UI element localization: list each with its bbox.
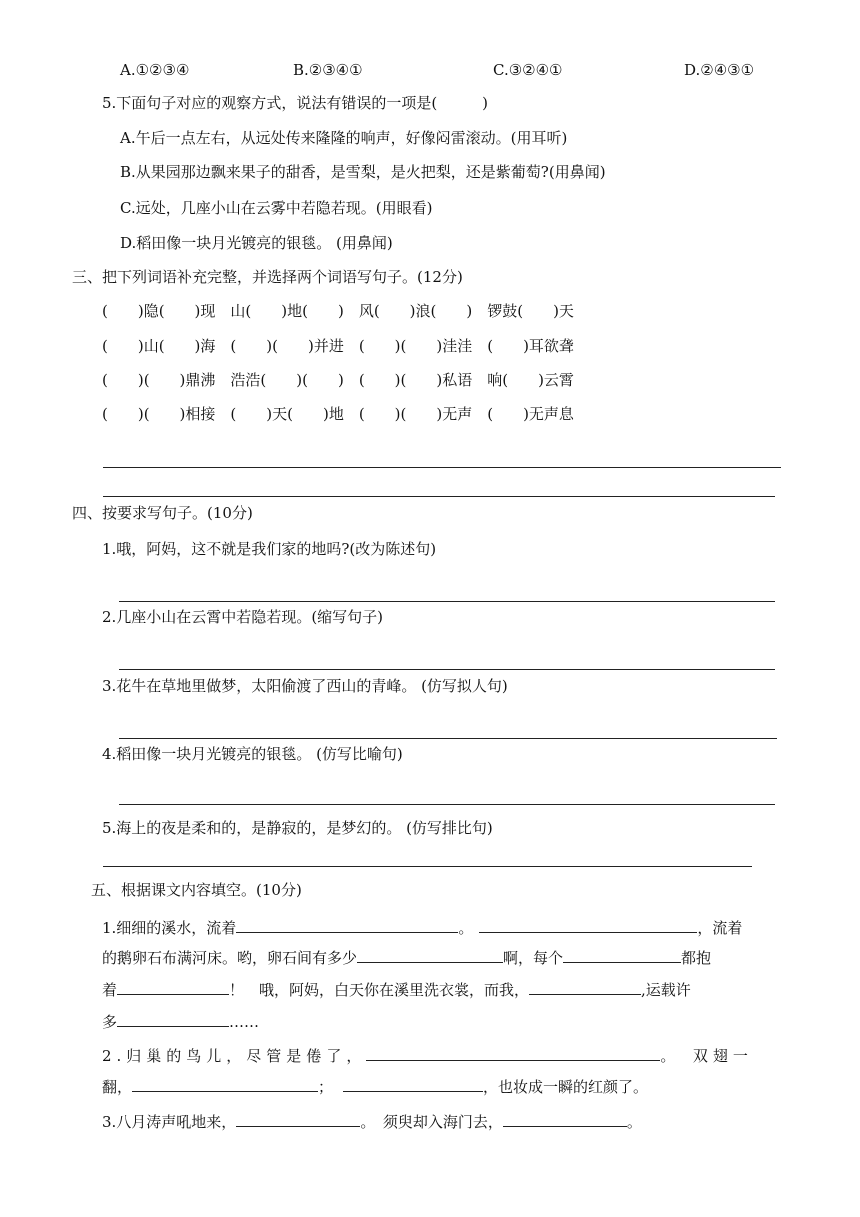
answer-line[interactable]: [119, 601, 775, 602]
section-5-heading: 五、根据课文内容填空。(10分): [91, 881, 302, 899]
fill-item-1-line-4: 多 ……: [102, 1010, 259, 1032]
option-d: D.②④③①: [684, 61, 755, 79]
question-5-option-a: A.午后一点左右，从远处传来隆隆的响声，好像闷雷滚动。(用耳听): [120, 129, 568, 147]
fill-item-1-line-2: 的鹅卵石布满河床。哟，卵石间有多少 啊，每个 都抱: [102, 946, 711, 968]
fill-blank[interactable]: [236, 1110, 360, 1127]
rewrite-item-2: 2.几座小山在云霄中若隐若现。(缩写句子): [102, 608, 384, 626]
section-3-heading: 三、把下列词语补充完整，并选择两个词语写句子。(12分): [72, 268, 463, 286]
rewrite-item-3: 3.花牛在草地里做梦，太阳偷渡了西山的青峰。 (仿写拟人句): [102, 677, 508, 695]
fill-blank[interactable]: [343, 1075, 483, 1092]
fill-item-1-line-1: 1.细细的溪水，流着 。 ，流着: [102, 916, 742, 938]
answer-line[interactable]: [119, 669, 775, 670]
fill-blank[interactable]: [117, 978, 229, 995]
fill-blank[interactable]: [529, 978, 641, 995]
idiom-row-3: ( )( )鼎沸 浩浩( )( ) ( )( )私语 响( )云霄: [102, 371, 574, 389]
idiom-row-4: ( )( )相接 ( )天( )地 ( )( )无声 ( )无声息: [102, 405, 574, 423]
fill-blank[interactable]: [563, 946, 681, 963]
answer-line[interactable]: [103, 866, 752, 867]
rewrite-item-1: 1.哦，阿妈，这不就是我们家的地吗?(改为陈述句): [102, 540, 437, 558]
question-5-option-b: B.从果园那边飘来果子的甜香，是雪梨，是火把梨，还是紫葡萄?(用鼻闻): [120, 163, 606, 181]
answer-line[interactable]: [119, 804, 775, 805]
question-5-option-c: C.远处，几座小山在云雾中若隐若现。(用眼看): [120, 199, 433, 217]
option-b: B.②③④①: [293, 61, 363, 79]
fill-blank[interactable]: [366, 1044, 660, 1061]
fill-blank[interactable]: [357, 946, 503, 963]
fill-item-3: 3.八月涛声吼地来， 。 须臾却入海门去， 。: [102, 1110, 642, 1132]
question-5-stem: 5.下面句子对应的观察方式，说法有错误的一项是( ): [102, 94, 489, 112]
idiom-row-2: ( )山( )海 ( )( )并进 ( )( )洼洼 ( )耳欲聋: [102, 337, 574, 355]
rewrite-item-5: 5.海上的夜是柔和的，是静寂的，是梦幻的。 (仿写排比句): [102, 819, 493, 837]
rewrite-item-4: 4.稻田像一块月光镀亮的银毯。 (仿写比喻句): [102, 745, 403, 763]
option-c: C.③②④①: [493, 61, 563, 79]
fill-blank[interactable]: [236, 916, 458, 933]
fill-blank[interactable]: [132, 1075, 318, 1092]
idiom-row-1: ( )隐( )现 山( )地( ) 风( )浪( ) 锣鼓( )天: [102, 302, 574, 320]
section-4-heading: 四、按要求写句子。(10分): [72, 504, 253, 522]
fill-item-1-line-3: 着 ！ 哦，阿妈，白天你在溪里洗衣裳，而我， ,运载许: [102, 978, 691, 1000]
fill-blank[interactable]: [117, 1010, 229, 1027]
answer-line[interactable]: [103, 496, 775, 497]
fill-item-2-line-1: 2.归巢的鸟儿，尽管是倦了， 。 双翅一: [102, 1044, 753, 1066]
answer-line[interactable]: [119, 738, 777, 739]
option-a: A.①②③④: [120, 61, 190, 79]
fill-blank[interactable]: [503, 1110, 627, 1127]
answer-line[interactable]: [103, 467, 781, 468]
fill-item-2-line-2: 翻， ； ，也妆成一瞬的红颜了。: [102, 1075, 648, 1097]
fill-blank[interactable]: [479, 916, 697, 933]
question-5-option-d: D.稻田像一块月光镀亮的银毯。 (用鼻闻): [120, 234, 393, 252]
